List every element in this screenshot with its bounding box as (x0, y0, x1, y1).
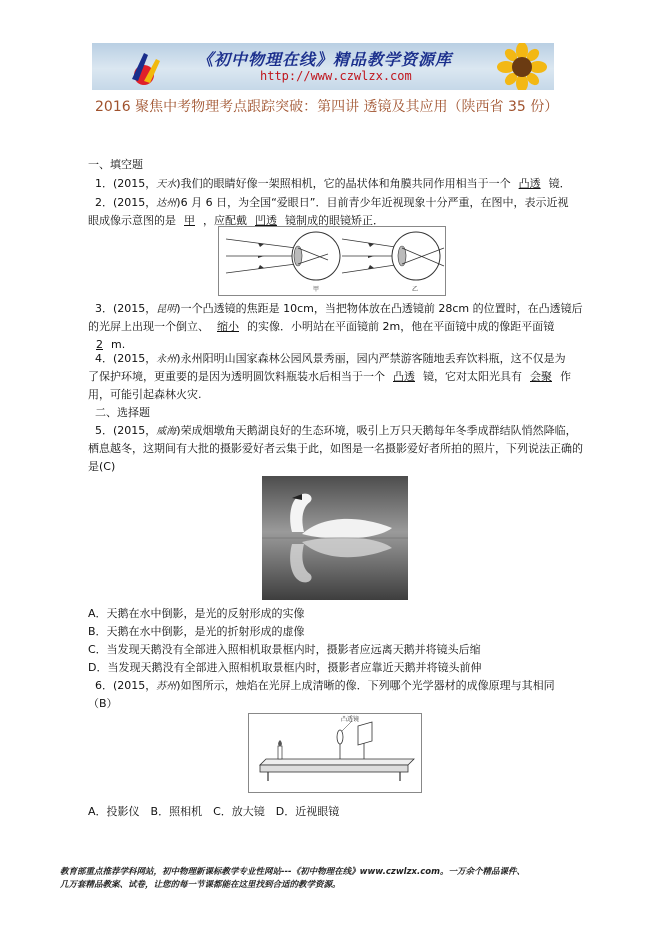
question-3-line-2 (88, 320, 554, 334)
section-choice-heading: 二、选择题 (95, 406, 150, 419)
q6-options: A．投影仪 B．照相机 C．放大镜 D．近视眼镜 (88, 805, 340, 818)
q2-text-2: 眼成像示意图的是 (88, 214, 176, 227)
swan-photo (262, 476, 408, 600)
q6-prefix: 6．(2015， (95, 679, 157, 692)
section-fill-blank-heading: 一、填空题 (88, 158, 143, 171)
q4-prefix: 4．(2015， (95, 352, 157, 365)
q2-city: 达州 (156, 198, 177, 209)
footer-line-2: 几万套精品教案、试卷，让您的每一节课都能在这里找到合适的教学资源。 (60, 880, 341, 890)
q4-city: 永州 (156, 354, 177, 365)
q3-answer-1: 缩小 (217, 320, 239, 333)
q3-prefix: 3．(2015， (95, 302, 157, 315)
q4-answer-2: 会聚 (530, 370, 552, 383)
question-4-line-3: 用，可能引起森林火灾. (88, 388, 202, 401)
question-6-line-1 (95, 679, 555, 694)
q3-text-4: m. (111, 338, 126, 351)
question-3-line-3 (88, 338, 125, 352)
q2-answer-1: 甲 (184, 214, 195, 227)
q1-suffix: 镜． (548, 177, 571, 190)
q4-text-3: 镜，它对太阳光具有 (423, 370, 522, 383)
q5-option-b: B．天鹅在水中倒影，是光的折射形成的虚像 (88, 625, 305, 638)
question-3-line-1 (95, 302, 583, 317)
q1-text: )我们的眼睛好像一架照相机，它的晶状体和角膜共同作用相当于一个 (176, 177, 511, 190)
q6-text-1: )如图所示，烛焰在光屏上成清晰的像．下列哪个光学器材的成像原理与其相同 (176, 679, 555, 692)
question-5-line-2: 栖息越冬，这期间有大批的摄影爱好者云集于此，如图是一名摄影爱好者所拍的照片，下列说法正确的 (88, 442, 583, 455)
q2-text-1: )6 月 6 日，为全国“爱眼日”．目前青少年近视现象十分严重，在图中，表示近视 (176, 196, 569, 209)
eye-diagram-a (226, 232, 340, 293)
sunflower-icon (484, 43, 554, 90)
footer-line-1: 教育部重点推荐学科网站，初中物理新课标教学专业性网站---《初中物理在线》www.czwlzx.com。一万余个精品课件、 (60, 867, 525, 877)
banner-title: 《初中物理在线》精品教学资源库 (197, 50, 453, 69)
q4-text-2: 了保护环境，更重要的是因为透明圆饮料瓶装水后相当于一个 (88, 370, 385, 383)
q3-text-2: 的光屏上出现一个倒立、 (88, 320, 209, 333)
eye-diagram-label-a: 甲 (313, 286, 320, 293)
question-5-line-3: 是(C) (88, 460, 116, 473)
q2-answer-2: 凹透 (255, 214, 277, 227)
q4-answer-1: 凸透 (393, 370, 415, 383)
q3-text-1: )一个凸透镜的焦距是 10cm，当把物体放在凸透镜前 28cm 的位置时，在凸透镜后 (176, 302, 583, 315)
q5-prefix: 5．(2015， (95, 424, 157, 437)
q6-city: 苏州 (156, 681, 177, 692)
eye-diagram-b (342, 232, 444, 293)
q4-text-4: 作 (560, 370, 571, 383)
q2-text-4: 镜制成的眼镜矫正． (285, 214, 384, 227)
banner-url[interactable]: http://www.czwlzx.com (260, 69, 412, 83)
question-5-line-1 (95, 424, 577, 439)
eye-diagram (218, 226, 446, 296)
q5-option-d: D．当发现天鹅没有全部进入照相机取景框内时，摄影者应靠近天鹅并将镜头前伸 (88, 661, 482, 674)
q5-option-a: A．天鹅在水中倒影，是光的反射形成的实像 (88, 607, 305, 620)
question-6-line-2: （B） (88, 697, 118, 710)
question-4-line-2 (88, 370, 571, 384)
header-banner (92, 43, 554, 90)
question-4-line-1 (95, 352, 566, 367)
q1-city: 天水 (156, 179, 177, 190)
eye-diagram-label-b: 乙 (412, 286, 419, 293)
document-title: 2016 聚焦中考物理考点跟踪突破：第四讲 透镜及其应用（陕西省 35 份） (95, 99, 559, 115)
question-1 (95, 177, 571, 192)
page-footer (60, 866, 620, 892)
site-logo-icon (122, 45, 166, 89)
question-2-line-1 (95, 196, 568, 211)
q2-text-3: ，应配戴 (203, 214, 247, 227)
q3-text-3: 的实像．小明站在平面镜前 2m，他在平面镜中成的像距平面镜 (247, 320, 555, 333)
q5-option-c: C．当发现天鹅没有全部进入照相机取景框内时，摄影者应远离天鹅并将镜头后缩 (88, 643, 481, 656)
q5-text-1: )荣成烟墩角天鹅湖良好的生态环境，吸引上万只天鹅每年冬季成群结队悄然降临， (176, 424, 577, 437)
q1-answer: 凸透 (518, 177, 541, 190)
q3-city: 昆明 (156, 304, 177, 315)
optical-bench-diagram (248, 713, 422, 793)
q4-text-1: )永州阳明山国家森林公园风景秀丽，园内严禁游客随地丢弃饮料瓶，这不仅是为 (176, 352, 566, 365)
q2-prefix: 2．(2015， (95, 196, 157, 209)
q5-city: 威海 (156, 426, 177, 437)
lens-label: 凸透镜 (341, 716, 360, 723)
q1-prefix: 1．(2015， (95, 177, 157, 190)
q3-answer-2: 2 (96, 338, 103, 351)
